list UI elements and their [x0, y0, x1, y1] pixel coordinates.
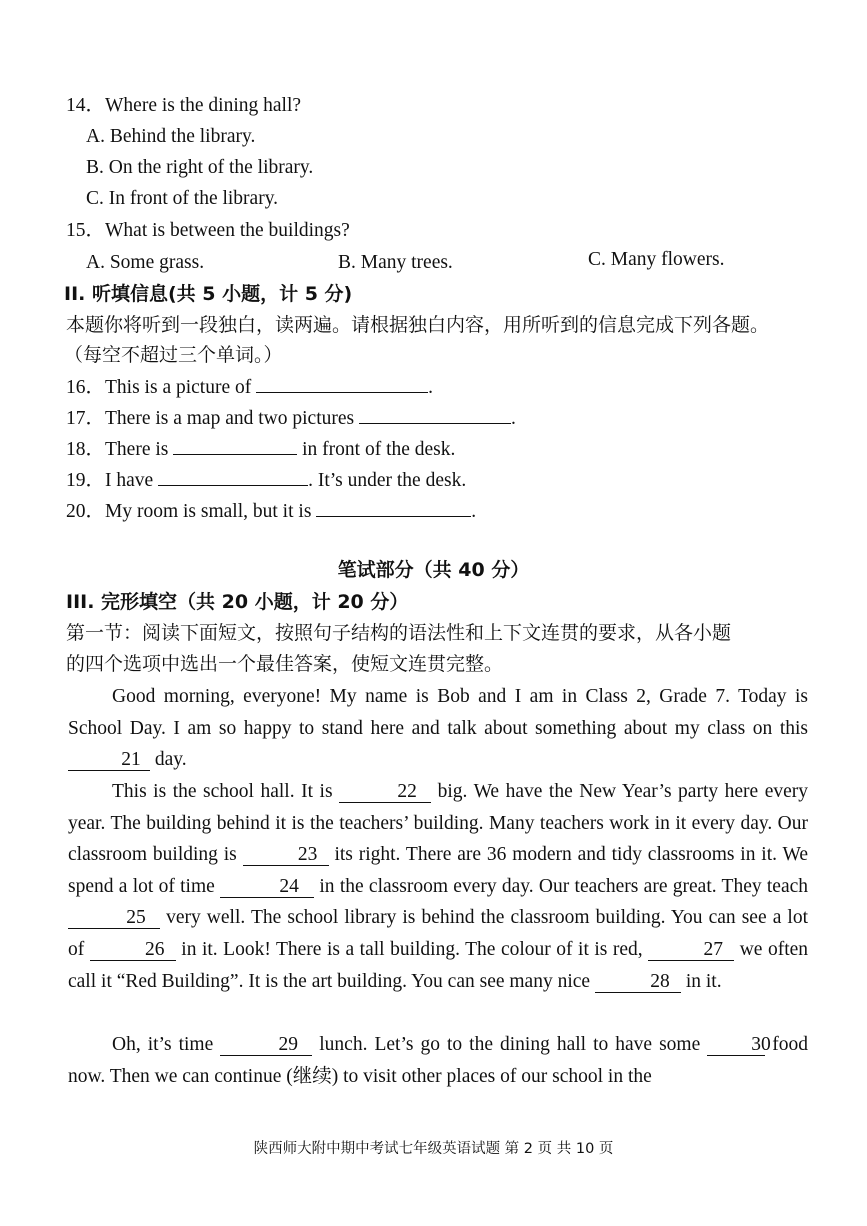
cloze-blank-24[interactable]: 24 — [220, 877, 314, 898]
cloze-blank-21[interactable]: 21 — [68, 750, 150, 771]
passage-text: Good morning, everyone! My name is Bob and I am in Class 2, Grade 7. Today is School Day. I am so happy to stand here and talk about something about my class on this — [68, 686, 808, 739]
fill-item-16 — [66, 374, 433, 400]
cloze-blank-26[interactable]: 26 — [90, 940, 176, 961]
cloze-blank-29[interactable]: 29 — [220, 1035, 312, 1056]
question-15 — [66, 219, 350, 243]
sentence-end: . — [428, 377, 433, 398]
passage-text: food now. Then we can continue (继续) to visit other places of our school in the — [68, 1034, 809, 1087]
question-14 — [66, 94, 301, 118]
option-15a: A. Some grass. — [86, 252, 205, 273]
passage-text: in it. Look! There is a tall building. The colour of it is red, — [181, 938, 643, 960]
passage-paragraph-3 — [68, 1029, 808, 1092]
question-stem: Where is the dining hall? — [105, 95, 302, 116]
passage-text: in it. — [685, 970, 722, 992]
section-3-instruction-line2: 的四个选项中选出一个最佳答案，使短文连贯完整。 — [66, 653, 504, 675]
sentence-start: My room is small, but it is — [105, 501, 312, 522]
sentence-start: I have — [105, 470, 154, 491]
cloze-blank-22[interactable]: 22 — [339, 782, 431, 803]
passage-paragraph-1 — [68, 681, 808, 776]
fill-item-17 — [66, 405, 516, 431]
sentence-end: in front of the desk. — [302, 439, 456, 460]
question-number: 19． — [66, 470, 106, 491]
answer-blank-17[interactable] — [359, 405, 511, 424]
passage-text: very well. The school library is behind the classroom building. You can see a lot of — [68, 907, 809, 960]
question-number: 20． — [66, 501, 106, 522]
section-2-title: II. 听填信息(共 5 小题，计 5 分) — [64, 283, 353, 305]
question-number: 17． — [66, 408, 106, 429]
fill-item-19 — [66, 467, 466, 493]
question-number: 15． — [66, 220, 106, 241]
passage-text: lunch. Let’s go to the dining hall to have some — [319, 1034, 701, 1055]
option-15b: B. Many trees. — [338, 252, 453, 273]
passage-text: its right. There are 36 modern and tidy classrooms in it. We spend a lot of time — [68, 844, 809, 897]
passage-text: This is the school hall. It is — [112, 781, 333, 802]
answer-blank-18[interactable] — [173, 436, 297, 455]
question-number: 16． — [66, 377, 106, 398]
sentence-start: There is a map and two pictures — [105, 408, 355, 429]
section-3-instruction-line1: 第一节：阅读下面短文，按照句子结构的语法性和上下文连贯的要求，从各小题 — [66, 622, 732, 644]
fill-item-18 — [66, 436, 455, 462]
option-14a: A. Behind the library. — [86, 126, 256, 147]
passage-text: Oh, it’s time — [112, 1034, 214, 1055]
sentence-end: . It’s under the desk. — [308, 470, 467, 491]
sentence-start: There is — [105, 439, 169, 460]
section-3-title: III. 完形填空（共 20 小题，计 20 分） — [66, 591, 409, 613]
section-2-instruction: 本题你将听到一段独白，读两遍。请根据独白内容，用所听到的信息完成下列各题。 — [66, 314, 770, 336]
cloze-blank-27[interactable]: 27 — [648, 940, 734, 961]
option-14b: B. On the right of the library. — [86, 157, 314, 178]
cloze-blank-30[interactable]: 30 — [707, 1035, 765, 1056]
cloze-blank-25[interactable]: 25 — [68, 908, 160, 929]
question-number: 14． — [66, 95, 106, 116]
answer-blank-20[interactable] — [316, 498, 471, 517]
passage-text: in the classroom every day. Our teachers are great. They teach — [319, 875, 809, 897]
passage-text: we often call it “Red Building”. It is the art building. You can see many nice — [68, 938, 809, 992]
cloze-blank-28[interactable]: 28 — [595, 972, 681, 993]
question-stem: What is between the buildings? — [105, 220, 350, 241]
passage-text: big. We have the New Year’s party here every year. The building behind it is the teachers’ building. Many teachers work in it every day. Our classroom building is — [68, 781, 809, 866]
answer-blank-16[interactable] — [256, 374, 428, 393]
passage-text: day. — [154, 749, 187, 771]
section-2-note: （每空不超过三个单词。） — [64, 344, 283, 366]
sentence-start: This is a picture of — [105, 377, 252, 398]
option-15c: C. Many flowers. — [588, 249, 725, 270]
question-number: 18． — [66, 439, 106, 460]
page-footer: 陕西师大附中期中考试七年级英语试题 第 2 页 共 10 页 — [253, 1141, 614, 1157]
fill-item-20 — [66, 498, 476, 524]
cloze-blank-23[interactable]: 23 — [243, 845, 329, 866]
answer-blank-19[interactable] — [158, 467, 308, 486]
option-14c: C. In front of the library. — [86, 188, 279, 209]
sentence-end: . — [510, 408, 516, 429]
written-part-title: 笔试部分（共 40 分） — [337, 559, 530, 581]
sentence-end: . — [471, 501, 477, 522]
passage-paragraph-2 — [68, 776, 808, 997]
